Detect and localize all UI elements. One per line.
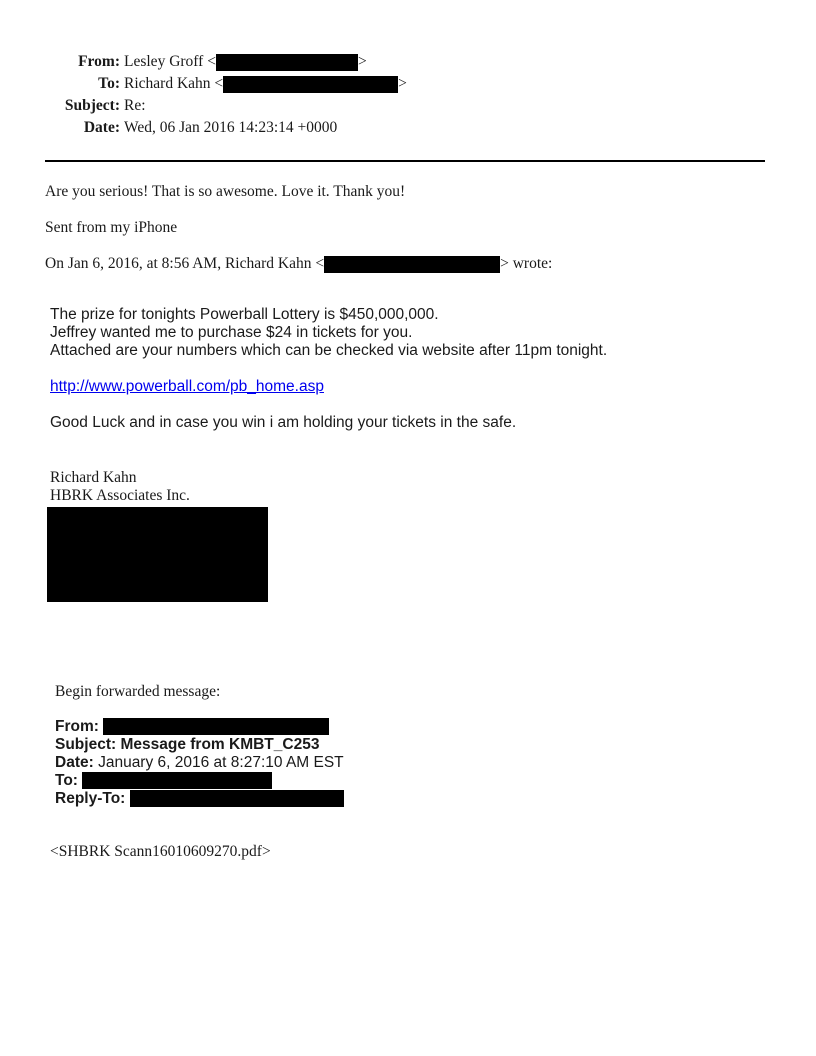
quoted-line: The prize for tonights Powerball Lottery is $450,000,000. xyxy=(50,306,439,323)
forwarded-from-label: From: xyxy=(55,718,99,735)
attachment-name[interactable]: <SHBRK Scann16010609270.pdf> xyxy=(50,843,271,860)
forwarded-to-label: To: xyxy=(55,772,78,789)
quoted-line: Good Luck and in case you win i am holding your tickets in the safe. xyxy=(50,414,517,431)
date-value: Wed, 06 Jan 2016 14:23:14 +0000 xyxy=(124,119,338,136)
from-label: From: xyxy=(78,53,120,70)
header-from-row xyxy=(0,51,816,73)
forwarded-to-row xyxy=(55,772,272,790)
signature-company: HBRK Associates Inc. xyxy=(50,487,190,504)
header-divider xyxy=(45,160,765,162)
forwarded-subject-row xyxy=(55,736,319,754)
subject-label: Subject: xyxy=(64,97,120,114)
quoted-line: Attached are your numbers which can be checked via website after 11pm tonight. xyxy=(50,342,608,359)
forwarded-date-label: Date: xyxy=(55,754,94,771)
quoted-line: Jeffrey wanted me to purchase $24 in tickets for you. xyxy=(50,324,413,341)
forwarded-subject-label: Subject: xyxy=(55,736,117,753)
to-label: To: xyxy=(98,75,120,92)
forwarded-subject-value: Message from KMBT_C253 xyxy=(120,736,320,753)
forwarded-replyto-row xyxy=(55,790,344,808)
redaction-block xyxy=(216,54,358,71)
subject-value: Re: xyxy=(124,97,146,114)
redaction-block xyxy=(324,256,500,273)
header-to-row xyxy=(0,73,816,95)
forwarded-date-row xyxy=(55,754,344,772)
redaction-block xyxy=(47,507,268,602)
forwarded-replyto-label: Reply-To: xyxy=(55,790,126,807)
forwarded-intro: Begin forwarded message: xyxy=(55,683,221,700)
header-subject-row xyxy=(0,95,816,117)
forwarded-date-value: January 6, 2016 at 8:27:10 AM EST xyxy=(98,754,344,771)
to-value: Richard Kahn < > xyxy=(124,75,407,92)
powerball-link[interactable]: http://www.powerball.com/pb_home.asp xyxy=(50,378,324,395)
signature-name: Richard Kahn xyxy=(50,469,137,486)
from-value: Lesley Groff < > xyxy=(124,53,367,70)
reply-line: Are you serious! That is so awesome. Love it. Thank you! xyxy=(45,183,406,200)
redaction-block xyxy=(223,76,398,93)
quote-attribution: On Jan 6, 2016, at 8:56 AM, Richard Kahn < > wrote: xyxy=(45,255,553,272)
forwarded-from-row xyxy=(55,718,329,736)
redaction-block xyxy=(82,772,272,789)
date-label: Date: xyxy=(83,119,120,136)
redaction-block xyxy=(130,790,344,807)
header-date-row xyxy=(0,117,816,139)
sent-from-line: Sent from my iPhone xyxy=(45,219,178,236)
redaction-block xyxy=(103,718,329,735)
